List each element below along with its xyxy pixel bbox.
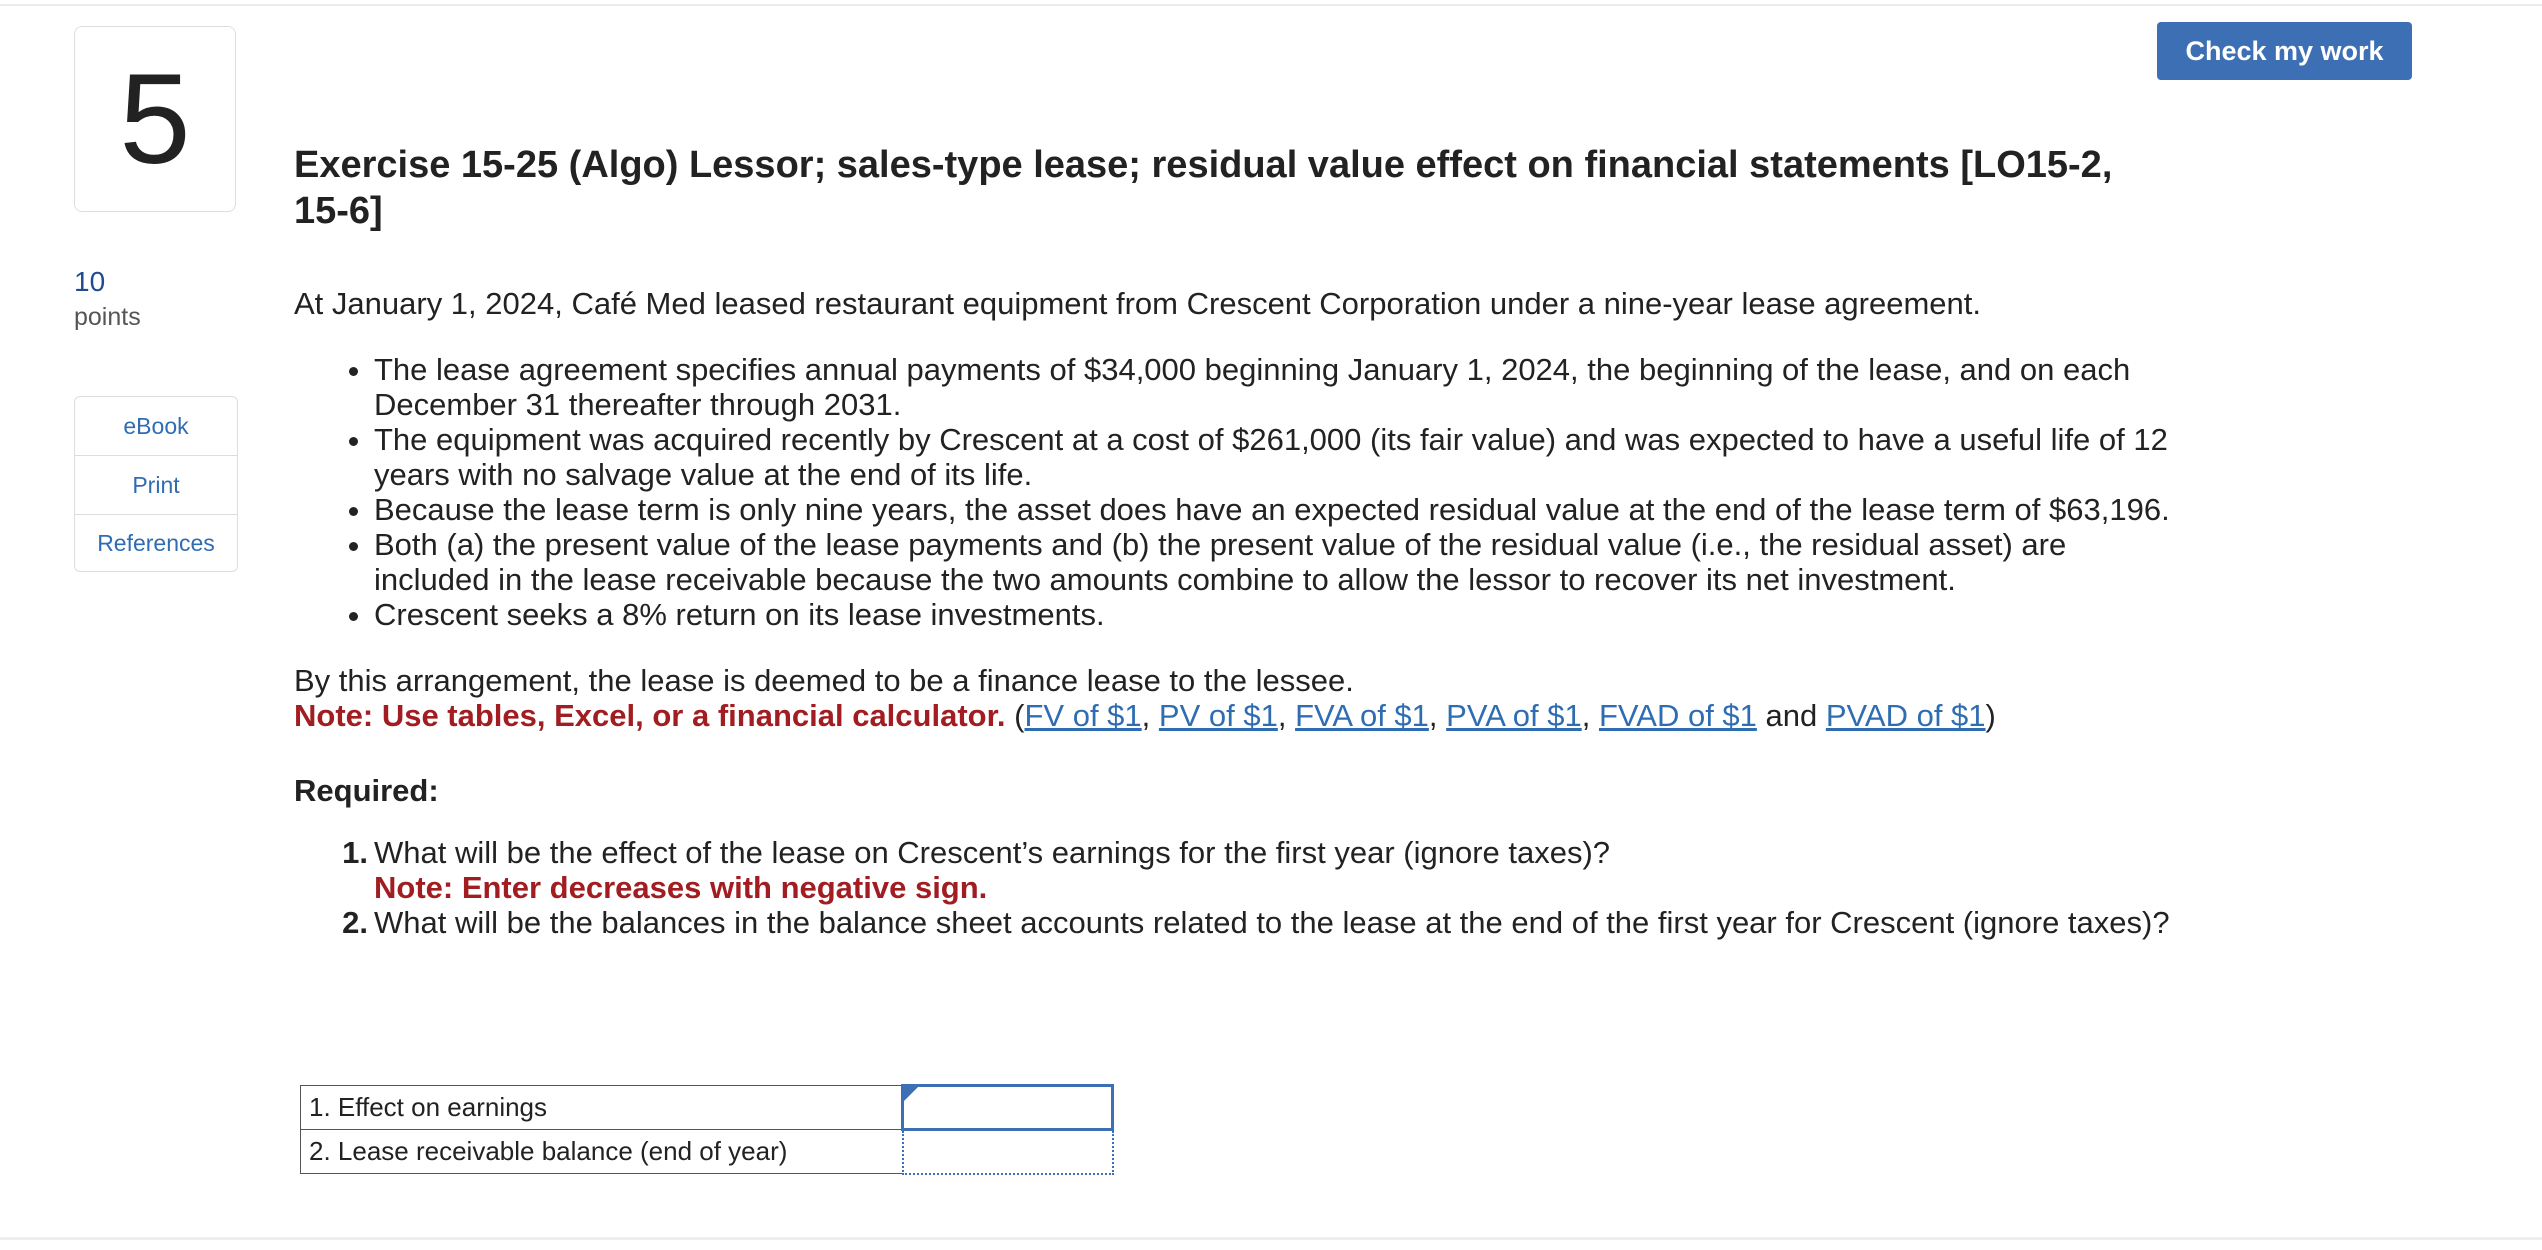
row-label: 1. Effect on earnings bbox=[301, 1086, 903, 1130]
check-my-work-button[interactable]: Check my work bbox=[2157, 22, 2412, 80]
ebook-link[interactable]: eBook bbox=[75, 397, 237, 456]
bottom-divider bbox=[0, 1237, 2542, 1240]
requirement-number: 1. bbox=[342, 835, 368, 870]
separator: , bbox=[1428, 698, 1447, 733]
and-text: and bbox=[1756, 698, 1826, 733]
requirements-list bbox=[294, 835, 2174, 940]
top-divider bbox=[0, 4, 2542, 6]
points-label: points bbox=[74, 303, 141, 331]
pv-table-link[interactable]: PV of $1 bbox=[1158, 698, 1278, 733]
effect-on-earnings-cell[interactable] bbox=[903, 1086, 1113, 1130]
note-line bbox=[294, 698, 2174, 733]
requirement-question: What will be the effect of the lease on Crescent’s earnings for the first year (ignore taxes)? bbox=[374, 835, 1611, 870]
fvad-table-link[interactable]: FVAD of $1 bbox=[1598, 698, 1757, 733]
lease-receivable-cell[interactable] bbox=[903, 1130, 1113, 1174]
requirement-number: 2. bbox=[342, 905, 368, 940]
requirement-note: Note: Enter decreases with negative sign. bbox=[374, 870, 988, 905]
requirement-item bbox=[294, 835, 2174, 905]
separator: , bbox=[1581, 698, 1599, 733]
fv-table-link[interactable]: FV of $1 bbox=[1024, 698, 1142, 733]
list-item: • The equipment was acquired recently by Crescent at a cost of $261,000 (its fair value) and was expected to have a useful life of 12 years with no salvage value at the end of its life. bbox=[374, 422, 2174, 492]
facts-list bbox=[294, 352, 2174, 632]
resource-menu bbox=[74, 396, 238, 572]
lease-receivable-input[interactable] bbox=[904, 1131, 1112, 1173]
question-body bbox=[294, 286, 2174, 940]
list-item: • Because the lease term is only nine years, the asset does have an expected residual value at the end of the lease term of $63,196. bbox=[374, 492, 2174, 527]
separator: , bbox=[1277, 698, 1296, 733]
required-heading: Required: bbox=[294, 773, 439, 808]
points-value: 10 bbox=[74, 266, 106, 297]
table-row bbox=[301, 1130, 1113, 1174]
effect-on-earnings-input[interactable] bbox=[904, 1087, 1111, 1128]
pvad-table-link[interactable]: PVAD of $1 bbox=[1825, 698, 1986, 733]
list-item: • The lease agreement specifies annual payments of $34,000 beginning January 1, 2024, the beginning of the lease, and on each December 31 thereafter through 2031. bbox=[374, 352, 2174, 422]
list-item: • Crescent seeks a 8% return on its lease investments. bbox=[374, 597, 2174, 632]
calculator-note: Note: Use tables, Excel, or a financial calculator. bbox=[294, 698, 1006, 733]
answer-table bbox=[300, 1084, 1114, 1175]
paren-open: ( bbox=[1005, 698, 1025, 733]
row-label: 2. Lease receivable balance (end of year) bbox=[301, 1130, 903, 1174]
flag-icon bbox=[904, 1087, 918, 1101]
question-number: 5 bbox=[74, 26, 236, 212]
references-link[interactable]: References bbox=[97, 529, 215, 556]
intro-text: At January 1, 2024, Café Med leased restaurant equipment from Crescent Corporation under a nine-year lease agreement. bbox=[294, 286, 1982, 321]
print-link[interactable]: Print bbox=[75, 456, 237, 515]
requirement-question: What will be the balances in the balance sheet accounts related to the lease at the end of the first year for Crescent (ignore taxes)? bbox=[374, 905, 2170, 940]
requirement-item bbox=[294, 905, 2174, 940]
exercise-title: Exercise 15-25 (Algo) Lessor; sales-type lease; residual value effect on financial statements [LO15-2, 15-6] bbox=[294, 144, 2113, 232]
list-item: • Both (a) the present value of the lease payments and (b) the present value of the residual value (i.e., the residual asset) are included in the lease receivable because the two amounts combine to allow the lessor to recover its net investment. bbox=[374, 527, 2174, 597]
fva-table-link[interactable]: FVA of $1 bbox=[1295, 698, 1429, 733]
requirement-text bbox=[374, 835, 2174, 905]
table-row bbox=[301, 1086, 1113, 1130]
pva-table-link[interactable]: PVA of $1 bbox=[1446, 698, 1582, 733]
arrangement-text: By this arrangement, the lease is deemed to be a finance lease to the lessee. bbox=[294, 663, 1354, 698]
paren-close: ) bbox=[1985, 698, 1996, 733]
separator: , bbox=[1141, 698, 1159, 733]
